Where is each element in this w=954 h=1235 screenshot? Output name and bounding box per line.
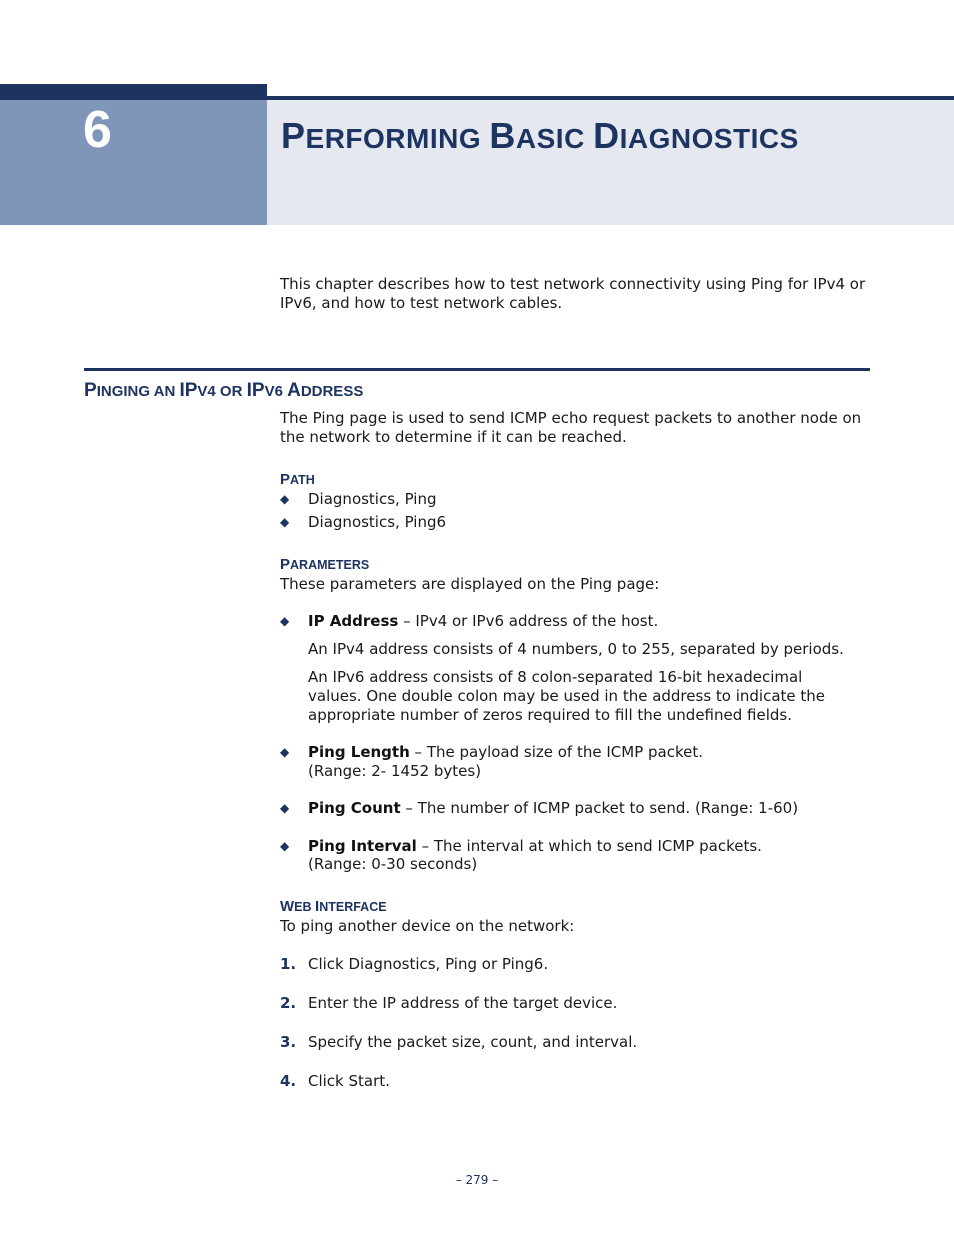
chapter-intro: This chapter describes how to test network connectivity using Ping for IPv4 or IPv6, and how to test network cables. <box>280 275 866 312</box>
parameter-note: An IPv4 address consists of 4 numbers, 0 to 255, separated by periods. <box>308 640 844 658</box>
parameter-name: IP Address <box>308 612 399 630</box>
parameter-name: Ping Count <box>308 799 401 817</box>
step-text: Enter the IP address of the target device. <box>308 994 618 1012</box>
parameters-lead: These parameters are displayed on the Ping page: <box>280 575 660 593</box>
section-title: PINGING AN IPV4 OR IPV6 ADDRESS <box>84 380 364 401</box>
parameter-note: (Range: 0-30 seconds) <box>308 855 478 873</box>
step-text: Specify the packet size, count, and interval. <box>308 1033 638 1051</box>
parameter-name: Ping Interval <box>308 837 417 855</box>
web-interface-lead: To ping another device on the network: <box>280 917 575 935</box>
parameter-note: appropriate number of zeros required to fill the undefined fields. <box>308 706 792 724</box>
parameter-note: An IPv6 address consists of 8 colon-separated 16-bit hexadecimal <box>308 668 803 686</box>
diamond-bullet-icon: ◆ <box>280 745 290 759</box>
chapter-block-top-bar <box>0 84 267 100</box>
page-number: – 279 – <box>455 1173 499 1187</box>
web-interface-heading: WEB INTERFACE <box>280 898 387 915</box>
parameters-heading: PARAMETERS <box>280 556 370 573</box>
chapter-number: 6 <box>83 101 112 159</box>
step-number: 2. <box>280 994 297 1012</box>
diamond-bullet-icon: ◆ <box>280 515 290 529</box>
step-number: 1. <box>280 955 297 973</box>
diamond-bullet-icon: ◆ <box>280 801 290 815</box>
section-description: The Ping page is used to send ICMP echo request packets to another node on the network to determine if it can be reached. <box>280 409 862 446</box>
chapter-title: PERFORMING BASIC DIAGNOSTICS <box>281 115 799 156</box>
diamond-bullet-icon: ◆ <box>280 492 290 506</box>
parameter-note: values. One double colon may be used in the address to indicate the <box>308 687 826 705</box>
diamond-bullet-icon: ◆ <box>280 614 290 628</box>
diamond-bullet-icon: ◆ <box>280 839 290 853</box>
path-heading: PATH <box>280 471 315 488</box>
step-text: Click Start. <box>308 1072 390 1090</box>
step-number: 4. <box>280 1072 297 1090</box>
step-text: Click Diagnostics, Ping or Ping6. <box>308 955 549 973</box>
parameter-name: Ping Length <box>308 743 410 761</box>
chapter-number-block <box>0 84 267 225</box>
parameter-note: (Range: 2- 1452 bytes) <box>308 762 482 780</box>
section-rule <box>84 368 870 371</box>
step-number: 3. <box>280 1033 297 1051</box>
